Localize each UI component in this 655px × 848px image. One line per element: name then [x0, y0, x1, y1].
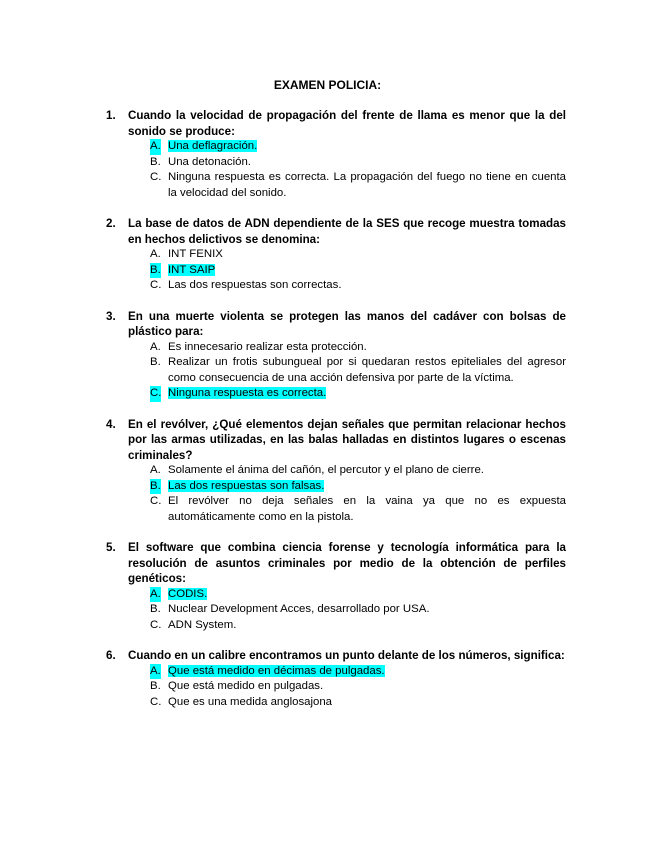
option-text: Una detonación. [168, 155, 251, 168]
question-text: En una muerte violenta se protegen las manos del cadáver con bolsas de plástico para: [128, 309, 566, 338]
option-letter: C. [150, 495, 162, 507]
answer-option [106, 340, 566, 356]
question-list [106, 108, 566, 725]
question-item [106, 648, 566, 710]
question-item [106, 216, 566, 294]
option-text: Que está medido en décimas de pulgadas. [168, 664, 385, 677]
option-text: Las dos respuestas son falsas. [168, 479, 325, 492]
question-text: En el revólver, ¿Qué elementos dejan señales que permitan relacionar hechos por las armas utilizadas, en las balas halladas en distintos lugares o escenas criminales? [128, 417, 566, 462]
option-text: Ninguna respuesta es correcta. [168, 387, 327, 399]
option-text: Nuclear Development Acces, desarrollado por USA. [168, 603, 430, 615]
answer-option-highlighted [106, 664, 566, 680]
option-letter: B. [150, 603, 161, 615]
answer-options [106, 587, 566, 634]
option-letter: C. [150, 618, 162, 631]
question-item [106, 540, 566, 633]
question-item [106, 108, 566, 201]
option-letter: C. [150, 279, 162, 291]
option-text: Es innecesario realizar esta protección. [168, 340, 367, 353]
option-letter: B. [150, 356, 161, 368]
question-number: 1. [106, 109, 116, 122]
question-heading [106, 417, 566, 464]
option-letter: B. [150, 155, 161, 168]
answer-option [106, 155, 566, 171]
answer-option [106, 695, 566, 711]
answer-option [106, 463, 566, 479]
option-text: CODIS. [168, 587, 208, 600]
question-text: Cuando en un calibre encontramos un punto delante de los números, significa: [128, 649, 565, 662]
option-letter: C. [150, 171, 162, 183]
question-text: La base de datos de ADN dependiente de la SES que recoge muestra tomadas en hechos delictivos se denomina: [128, 217, 566, 246]
option-text: INT SAIP [168, 263, 216, 276]
option-text: Solamente el ánima del cañón, el percutor y el plano de cierre. [168, 464, 484, 476]
question-number: 5. [106, 541, 116, 554]
question-heading [106, 648, 566, 664]
answer-option [106, 247, 566, 263]
option-text: Ninguna respuesta es correcta. La propagación del fuego no tiene en cuenta la velocidad del sonido. [168, 171, 566, 199]
option-letter: A. [150, 248, 161, 260]
option-letter: B. [150, 479, 161, 495]
option-letter: A. [150, 464, 161, 476]
answer-options [106, 247, 566, 294]
option-letter: A. [150, 340, 161, 353]
answer-option [106, 355, 566, 386]
question-item [106, 309, 566, 402]
answer-options [106, 340, 566, 402]
option-text: Que está medido en pulgadas. [168, 680, 324, 692]
question-heading [106, 309, 566, 340]
option-letter: A. [150, 139, 161, 155]
question-heading [106, 540, 566, 587]
answer-option-highlighted [106, 587, 566, 603]
option-letter: A. [150, 664, 161, 680]
answer-option [106, 679, 566, 695]
answer-option-highlighted [106, 263, 566, 279]
option-text: Las dos respuestas son correctas. [168, 279, 342, 291]
option-text: Una deflagración. [168, 140, 258, 152]
question-number: 2. [106, 217, 116, 230]
answer-options [106, 463, 566, 525]
answer-options [106, 139, 566, 201]
option-text: El revólver no deja señales en la vaina ya que no es expuesta automáticamente como en la pistola. [168, 495, 566, 523]
question-text: Cuando la velocidad de propagación del frente de llama es menor que la del sonido se produce: [128, 109, 566, 138]
option-text: INT FENIX [168, 248, 223, 260]
option-letter: A. [150, 587, 161, 603]
answer-option [106, 170, 566, 201]
answer-option-highlighted [106, 479, 566, 495]
answer-option [106, 602, 566, 618]
option-letter: C. [150, 386, 161, 402]
question-number: 3. [106, 309, 116, 323]
option-letter: B. [150, 263, 161, 279]
option-text: ADN System. [168, 618, 237, 631]
answer-option-highlighted [106, 386, 566, 402]
answer-option [106, 618, 566, 634]
answer-option-highlighted [106, 139, 566, 155]
answer-options [106, 664, 566, 711]
question-heading [106, 216, 566, 247]
option-text: Realizar un frotis subungueal por si quedaran restos epiteliales del agresor como consecuencia de una acción defensiva por parte de la víctima. [168, 356, 566, 384]
option-letter: B. [150, 680, 161, 692]
page-title: EXAMEN POLICIA: [273, 78, 382, 92]
question-number: 6. [106, 649, 116, 662]
option-letter: C. [150, 695, 162, 708]
question-text: El software que combina ciencia forense y tecnología informática para la resolución de asuntos criminales por medio de la obtención de perfiles genéticos: [128, 541, 566, 585]
option-text: Que es una medida anglosajona [168, 695, 333, 708]
question-number: 4. [106, 417, 116, 431]
answer-option [106, 278, 566, 294]
question-heading [106, 108, 566, 139]
question-item [106, 417, 566, 526]
answer-option [106, 494, 566, 525]
